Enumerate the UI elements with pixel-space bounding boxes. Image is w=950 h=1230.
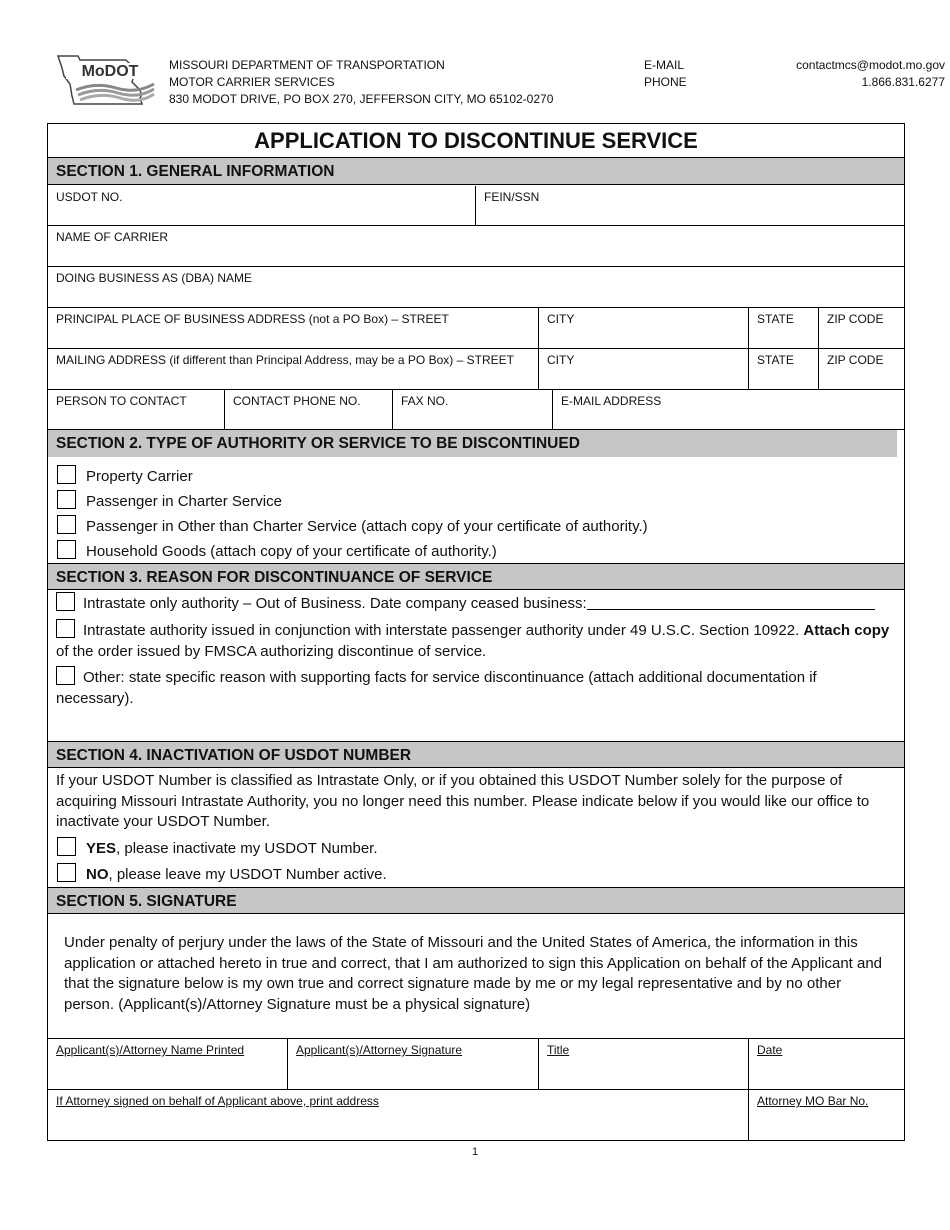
checkbox-interstate-passenger[interactable] [56,619,75,638]
mailing-zip-label: ZIP CODE [827,353,884,367]
email-address-field[interactable] [552,390,904,429]
no-label: NO [86,866,109,883]
option-passenger-charter [57,490,282,512]
section-1-heading: SECTION 1. GENERAL INFORMATION [48,158,904,185]
title-label: Title [547,1043,570,1057]
row-contact [48,390,904,430]
contact-phone-label: CONTACT PHONE NO. [233,394,361,408]
option-label: Property Carrier [86,468,193,485]
form-title: APPLICATION TO DISCONTINUE SERVICE [48,124,904,158]
no-text: , please leave my USDOT Number active. [108,866,387,883]
usdot-field[interactable] [48,186,475,225]
bar-number-label: Attorney MO Bar No. [757,1094,869,1108]
principal-street-field[interactable] [48,308,538,348]
reason-other-text: Other: state specific reason with supporting facts for service discontinuance (attach additional documentation if necessary). [56,669,817,707]
date-label: Date [757,1043,783,1057]
option-inactivate-no [57,863,387,885]
row-mailing-address [48,349,904,390]
checkbox-passenger-charter[interactable] [57,490,76,509]
fax-label: FAX NO. [401,394,449,408]
mailing-street-field[interactable] [48,349,538,389]
modot-logo [56,54,156,106]
option-inactivate-yes [57,837,378,859]
attach-copy-bold: Attach copy [803,622,890,639]
row-usdot-fein [48,186,904,226]
name-printed-field[interactable] [48,1039,287,1089]
principal-city-field[interactable] [538,308,748,348]
checkbox-passenger-other[interactable] [57,515,76,534]
row-carrier-name [48,226,904,267]
svg-text:MoDOT: MoDOT [81,63,139,80]
checkbox-yes-inactivate[interactable] [57,837,76,856]
section-2-heading: SECTION 2. TYPE OF AUTHORITY OR SERVICE TO BE DISCONTINUED [48,430,897,457]
date-field[interactable] [748,1039,904,1089]
checkbox-household-goods[interactable] [57,540,76,559]
row-attorney [48,1090,904,1140]
option-property-carrier [57,465,193,487]
mailing-state-label: STATE [757,353,794,367]
principal-street-label: PRINCIPAL PLACE OF BUSINESS ADDRESS (not a PO Box) – STREET [56,312,449,326]
email-label: E-MAIL [644,58,685,72]
reason-other [56,666,896,709]
carrier-name-field[interactable] [48,226,904,266]
option-household-goods [57,540,497,562]
row-dba [48,267,904,308]
yes-text: , please inactivate my USDOT Number. [116,840,378,857]
mailing-zip-field[interactable] [818,349,904,389]
fax-field[interactable] [392,390,552,429]
row-signature [48,1038,904,1090]
principal-city-label: CITY [547,312,575,326]
contact-phone: 1.866.831.6277 [861,75,945,89]
reason-out-of-business-text: Intrastate only authority – Out of Business. Date company ceased business: [83,595,587,612]
contact-phone-field[interactable] [224,390,392,429]
option-label: Passenger in Other than Charter Service (attach copy of your certificate of authority.) [86,518,648,535]
principal-state-label: STATE [757,312,794,326]
signature-label: Applicant(s)/Attorney Signature [296,1043,463,1057]
perjury-statement: Under penalty of perjury under the laws of the State of Missouri and the United States of America, the information in this application or attached hereto in true and correct, that I am authorized to sign this Application on behalf of the Applicant and that the signature below is my own true and correct signature made by me or my legal representative and by no other person. (Applicant(s)/Attorney Signature must be a physical signature) [64,934,883,1013]
application-form [47,123,905,1141]
usdot-label: USDOT NO. [56,190,123,204]
mailing-city-field[interactable] [538,349,748,389]
mailing-state-field[interactable] [748,349,818,389]
agency-division: MOTOR CARRIER SERVICES [169,75,335,89]
principal-state-field[interactable] [748,308,818,348]
reason-interstate-text: Intrastate authority issued in conjunction with interstate passenger authority under 49 U.S.C. Section 10922. [83,622,800,639]
agency-address: 830 MODOT DRIVE, PO BOX 270, JEFFERSON CITY, MO 65102-0270 [169,92,554,106]
phone-label: PHONE [644,75,687,89]
email-address-label: E-MAIL ADDRESS [561,394,662,408]
carrier-name-label: NAME OF CARRIER [56,230,169,244]
name-printed-label: Applicant(s)/Attorney Name Printed [56,1043,245,1057]
reason-interstate-passenger [56,619,896,662]
fein-label: FEIN/SSN [484,190,540,204]
checkbox-other-reason[interactable] [56,666,75,685]
attorney-address-label: If Attorney signed on behalf of Applicant above, print address [56,1094,379,1108]
dba-label: DOING BUSINESS AS (DBA) NAME [56,271,253,285]
mailing-city-label: CITY [547,353,575,367]
mailing-street-label: MAILING ADDRESS (if different than Principal Address, may be a PO Box) – STREET [56,353,514,367]
bar-number-field[interactable] [748,1090,904,1140]
option-label: Passenger in Charter Service [86,493,282,510]
section-4-text: If your USDOT Number is classified as Intrastate Only, or if you obtained this USDOT Number solely for the purpose of acquiring Missouri Intrastate Authority, you no longer need this number. Please indicate below if you would like our office to inactivate your USDOT Number. [56,772,870,830]
row-principal-address [48,308,904,349]
contact-email[interactable]: contactmcs@modot.mo.gov [796,58,945,72]
contact-values [796,57,945,91]
checkbox-out-of-business[interactable] [56,592,75,611]
section-4-heading: SECTION 4. INACTIVATION OF USDOT NUMBER [48,741,904,768]
dba-field[interactable] [48,267,904,307]
signature-field[interactable] [287,1039,538,1089]
page-number: 1 [471,1146,479,1158]
attorney-address-field[interactable] [48,1090,748,1140]
checkbox-property-carrier[interactable] [57,465,76,484]
option-label: Household Goods (attach copy of your certificate of authority.) [86,543,497,560]
contact-person-field[interactable] [48,390,224,429]
page-header [0,0,950,120]
principal-zip-field[interactable] [818,308,904,348]
section-5-heading: SECTION 5. SIGNATURE [48,887,904,914]
checkbox-no-keep-active[interactable] [57,863,76,882]
ceased-date-line[interactable] [587,596,875,610]
reason-out-of-business [56,592,896,615]
fein-field[interactable] [475,186,904,225]
section-3-heading: SECTION 3. REASON FOR DISCONTINUANCE OF SERVICE [48,563,904,590]
yes-label: YES [86,840,117,857]
contact-person-label: PERSON TO CONTACT [56,394,187,408]
title-field[interactable] [538,1039,748,1089]
principal-zip-label: ZIP CODE [827,312,884,326]
reason-interstate-text-2: of the order issued by FMSCA authorizing discontinue of service. [56,642,487,660]
contact-labels [644,57,687,91]
agency-name: MISSOURI DEPARTMENT OF TRANSPORTATION [169,58,445,72]
agency-address-block [169,57,553,108]
option-passenger-other [57,515,648,537]
